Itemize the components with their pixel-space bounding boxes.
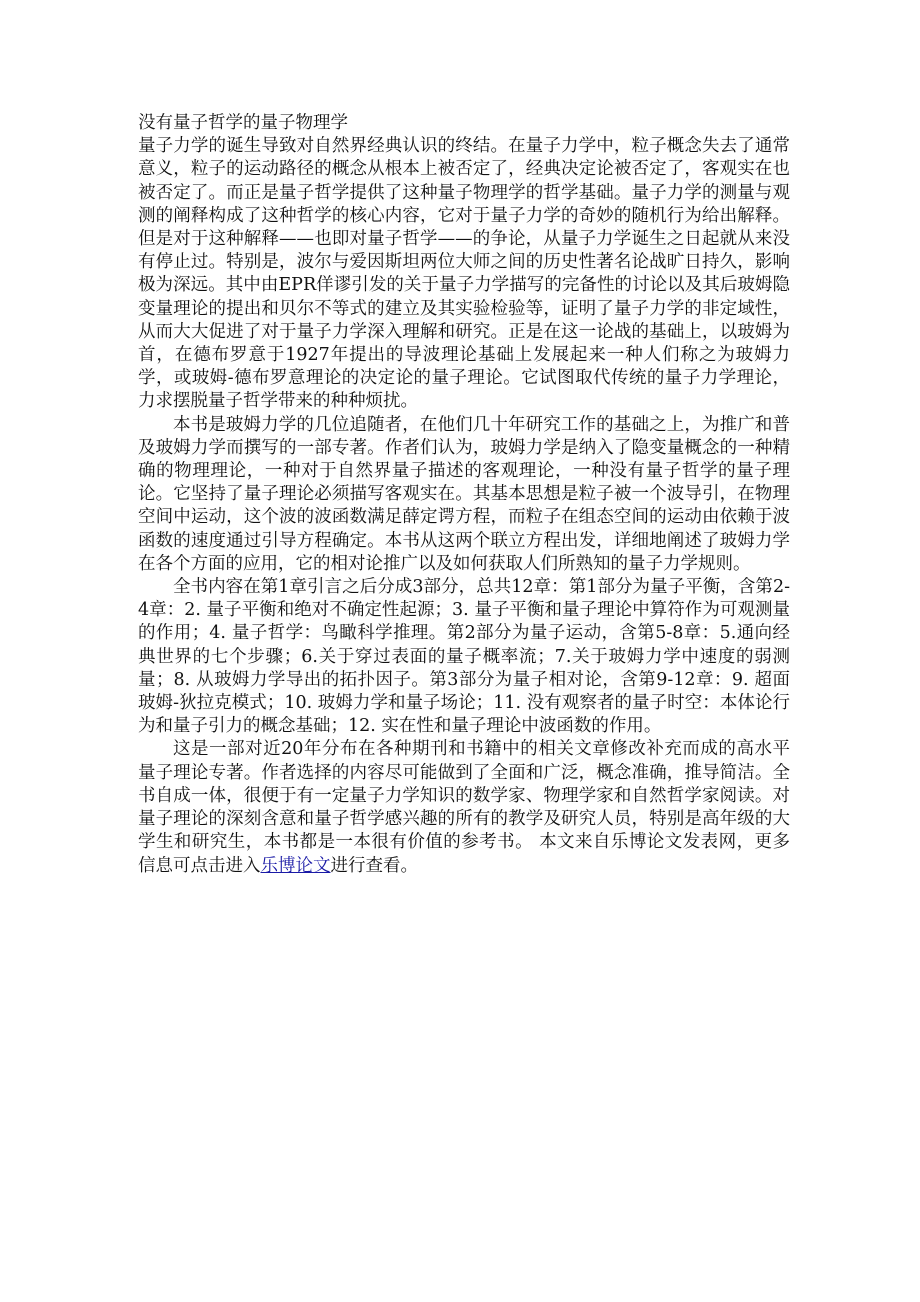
paragraph-conclusion — [138, 738, 790, 877]
document-title: 没有量子哲学的量子物理学 — [138, 113, 348, 133]
paragraph-intro: 量子力学的诞生导致对自然界经典认识的终结。在量子力学中，粒子概念失去了通常意义，粒子的运动路径的概念从根本上被否定了，经典决定论被否定了，客观实在也被否定了。而正是量子哲学提供了这种量子物理学的哲学基础。量子力学的测量与观测的阐释构成了这种哲学的核心内容，它对于量子力学的奇妙的随机行为给出解释。但是对于这种解释——也即对量子哲学——的争论，从量子力学诞生之日起就从来没有停止过。特别是，波尔与爱因斯坦两位大师之间的历史性著名论战旷日持久，影响极为深远。其中由EPR佯谬引发的关于量子力学描写的完备性的讨论以及其后玻姆隐变量理论的提出和贝尔不等式的建立及其实验检验等，证明了量子力学的非定域性，从而大大促进了对于量子力学深入理解和研究。正是在这一论战的基础上，以玻姆为首，在德布罗意于1927年提出的导波理论基础上发展起来一种人们称之为玻姆力学，或玻姆-德布罗意理论的决定论的量子理论。它试图取代传统的量子力学理论，力求摆脱量子哲学带来的种种烦扰。 — [138, 136, 790, 412]
paragraph-contents: 全书内容在第1章引言之后分成3部分，总共12章：第1部分为量子平衡，含第2-4章：2. 量子平衡和绝对不确定性起源；3. 量子平衡和量子理论中算符作为可观测量的作用；4. 量子哲学：鸟瞰科学推理。第2部分为量子运动，含第5-8章：5.通向经典世界的七个步骤；6.关于穿过表面的量子概率流；7.关于玻姆力学中速度的弱测量；8. 从玻姆力学导出的拓扑因子。第3部分为量子相对论，含第9-12章：9. 超面玻姆-狄拉克模式；10. 玻姆力学和量子场论；11. 没有观察者的量子时空：本体论行为和量子引力的概念基础；12. 实在性和量子理论中波函数的作用。 — [138, 577, 790, 737]
paragraph-book-overview: 本书是玻姆力学的几位追随者，在他们几十年研究工作的基础之上，为推广和普及玻姆力学而撰写的一部专著。作者们认为，玻姆力学是纳入了隐变量概念的一种精确的物理理论，一种对于自然界量子描述的客观理论，一种没有量子哲学的量子理论。它坚持了量子理论必须描写客观实在。其基本思想是粒子被一个波导引，在物理空间中运动，这个波的波函数满足薛定谔方程，而粒子在组态空间的运动由依赖于波函数的速度通过引导方程确定。本书从这两个联立方程出发，详细地阐述了玻姆力学在各个方面的应用，它的相对论推广以及如何获取人们所熟知的量子力学规则。 — [138, 414, 790, 574]
conclusion-suffix: 进行查看。 — [330, 855, 418, 876]
document-body — [138, 112, 790, 878]
conclusion-text: 这是一部对近20年分布在各种期刊和书籍中的相关文章修改补充而成的高水平量子理论专著。作者选择的内容尽可能做到了全面和广泛，概念准确，推导简洁。全书自成一体，很便于有一定量子力学知识的数学家、物理学家和自然哲学家阅读。对量子理论的深刻含意和量子哲学感兴趣的所有的教学及研究人员，特别是高年级的大学生和研究生，本书都是一本很有价值的参考书。 本文来自乐博论文发表网，更多信息可点击进入 — [138, 739, 790, 876]
lebo-paper-link[interactable]: 乐博论文 — [260, 855, 331, 876]
